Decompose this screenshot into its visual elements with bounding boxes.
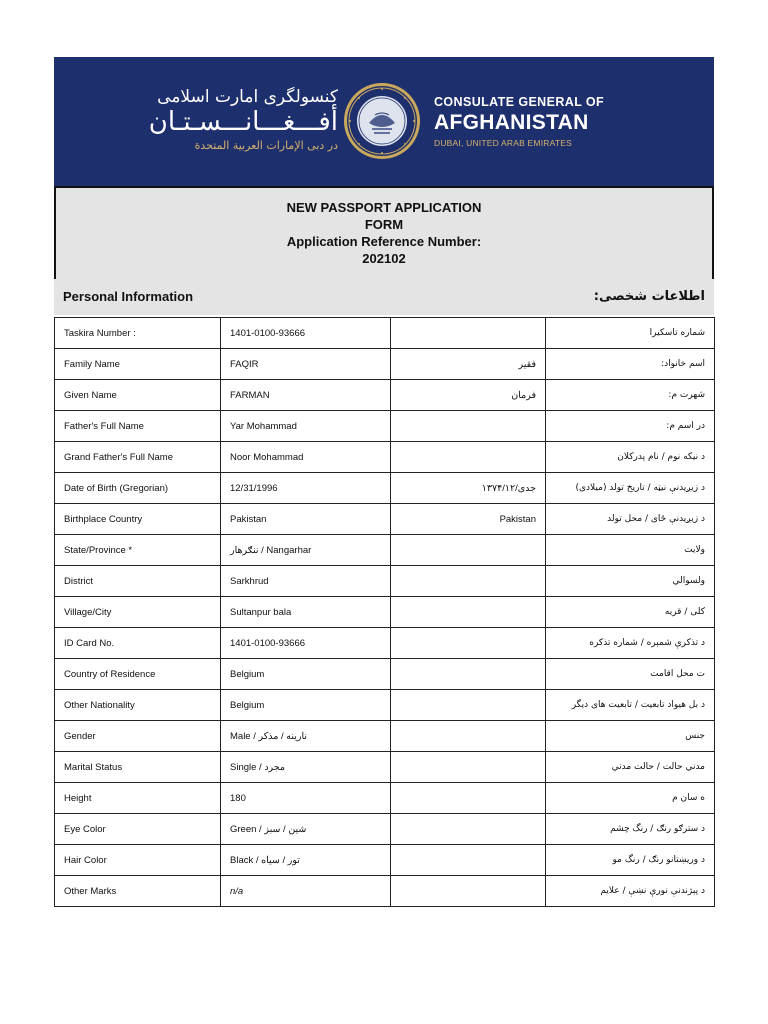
field-value-alt <box>391 566 546 597</box>
table-row <box>55 597 715 628</box>
field-value: FAQIR <box>221 349 391 380</box>
field-value-alt: جدی/۱۳۷۴/۱۲ <box>391 473 546 504</box>
section-title-arabic: اطلاعات شخصی: <box>593 289 705 304</box>
section-title-english: Personal Information <box>63 289 194 304</box>
field-value: Male / نارینه / مذکر <box>221 721 391 752</box>
field-value-alt <box>391 628 546 659</box>
table-row <box>55 442 715 473</box>
field-value-alt <box>391 845 546 876</box>
table-row <box>55 783 715 814</box>
field-label-local: د تذکرې شمېره / شماره تذکره <box>546 628 715 659</box>
field-value: FARMAN <box>221 380 391 411</box>
table-row <box>55 535 715 566</box>
english-name-line1: CONSULATE GENERAL OF <box>434 95 605 109</box>
field-label-local: در اسم م: <box>546 411 715 442</box>
field-label-local: د بل هیواد تابعیت / تابعیت های دیگر <box>546 690 715 721</box>
field-label: Grand Father's Full Name <box>55 442 221 473</box>
field-value: Single / مجرد <box>221 752 391 783</box>
english-consulate-name <box>434 95 604 148</box>
arabic-name-line1: کنسولگری امارت اسلامی <box>157 87 338 107</box>
table-row <box>55 845 715 876</box>
field-value: Noor Mohammad <box>221 442 391 473</box>
field-label: Hair Color <box>55 845 221 876</box>
field-label-local: شماره تاسکیرا <box>546 318 715 349</box>
field-label-local: مدني حالت / حالت مدني <box>546 752 715 783</box>
field-label: Given Name <box>55 380 221 411</box>
field-label-local: ولایت <box>546 535 715 566</box>
field-label-local: ه سان م <box>546 783 715 814</box>
field-value: 1401-0100-93666 <box>221 318 391 349</box>
field-label: Eye Color <box>55 814 221 845</box>
field-value: 1401-0100-93666 <box>221 628 391 659</box>
field-label-local: کلی / قریه <box>546 597 715 628</box>
arabic-name-line2: أفـــغـــانـــسـتـان <box>148 107 338 137</box>
table-row <box>55 690 715 721</box>
field-value-alt <box>391 783 546 814</box>
arabic-consulate-name <box>149 87 338 152</box>
field-value: Sarkhrud <box>221 566 391 597</box>
form-title-line3: Application Reference Number: <box>286 234 482 249</box>
field-value-alt <box>391 442 546 473</box>
table-row <box>55 380 715 411</box>
field-value: Green / شین / سبز <box>221 814 391 845</box>
table-row <box>55 411 715 442</box>
field-value-alt: فقیر <box>391 349 546 380</box>
table-row <box>55 566 715 597</box>
field-label: Birthplace Country <box>55 504 221 535</box>
field-label: Other Marks <box>55 876 221 907</box>
field-value: Belgium <box>221 659 391 690</box>
field-value-alt <box>391 318 546 349</box>
field-label: Marital Status <box>55 752 221 783</box>
field-label-local: ت محل اقامت <box>546 659 715 690</box>
field-label-local: ولسوالي <box>546 566 715 597</box>
field-value-alt <box>391 814 546 845</box>
field-label: District <box>55 566 221 597</box>
form-title-box <box>54 186 714 289</box>
table-row <box>55 318 715 349</box>
field-label: Taskira Number : <box>55 318 221 349</box>
arabic-name-line3: در دبی الإمارات العربیة المتحدة <box>194 139 338 152</box>
field-value-alt <box>391 659 546 690</box>
table-row <box>55 473 715 504</box>
field-label: Country of Residence <box>55 659 221 690</box>
field-value: Sultanpur bala <box>221 597 391 628</box>
table-row <box>55 814 715 845</box>
personal-info-table <box>54 317 715 907</box>
field-value: Black / تور / سیاه <box>221 845 391 876</box>
field-label: Village/City <box>55 597 221 628</box>
field-label-local: جنس <box>546 721 715 752</box>
table-row <box>55 504 715 535</box>
section-header-personal-info <box>54 279 714 315</box>
reference-number: 202102 <box>362 251 406 266</box>
table-row <box>55 349 715 380</box>
field-value-alt <box>391 597 546 628</box>
field-value-alt <box>391 721 546 752</box>
table-row <box>55 752 715 783</box>
field-value-alt <box>391 752 546 783</box>
field-label-local: د سترګو رنګ / رنگ چشم <box>546 814 715 845</box>
field-label: Height <box>55 783 221 814</box>
header-banner <box>54 57 714 186</box>
english-name-line2: AFGHANISTAN <box>434 111 589 134</box>
form-title-line1: NEW PASSPORT APPLICATION <box>286 200 482 215</box>
field-value-alt: فرمان <box>391 380 546 411</box>
field-value-alt <box>391 690 546 721</box>
field-label-local: اسم خانواد: <box>546 349 715 380</box>
field-label-local: شهرت م: <box>546 380 715 411</box>
field-value: 12/31/1996 <box>221 473 391 504</box>
field-label-local: د نیکه نوم / نام پدرکلان <box>546 442 715 473</box>
field-value: n/a <box>221 876 391 907</box>
field-label-local: د وریښتانو رنګ / رنگ مو <box>546 845 715 876</box>
field-label: Gender <box>55 721 221 752</box>
field-value-alt <box>391 411 546 442</box>
field-label-local: د زیږیدنې نیټه / تاریخ تولد (میلادی) <box>546 473 715 504</box>
field-value: 180 <box>221 783 391 814</box>
field-value: Belgium <box>221 690 391 721</box>
field-value-alt: Pakistan <box>391 504 546 535</box>
table-row <box>55 659 715 690</box>
field-value: ننګرهار / Nangarhar <box>221 535 391 566</box>
field-value: Yar Mohammad <box>221 411 391 442</box>
consulate-seal-icon <box>342 81 422 161</box>
english-name-line3: DUBAI, UNITED ARAB EMIRATES <box>434 138 572 148</box>
field-label: Other Nationality <box>55 690 221 721</box>
field-value-alt <box>391 535 546 566</box>
field-label-local: د پېژندنې نورې نښې / علایم <box>546 876 715 907</box>
field-value: Pakistan <box>221 504 391 535</box>
field-value-alt <box>391 876 546 907</box>
table-row <box>55 876 715 907</box>
field-label: ID Card No. <box>55 628 221 659</box>
field-label-local: د زیږیدنې ځای / محل تولد <box>546 504 715 535</box>
field-label: Family Name <box>55 349 221 380</box>
field-label: Father's Full Name <box>55 411 221 442</box>
form-title-line2: FORM <box>364 217 404 232</box>
field-label: Date of Birth (Gregorian) <box>55 473 221 504</box>
table-row <box>55 628 715 659</box>
table-row <box>55 721 715 752</box>
field-label: State/Province * <box>55 535 221 566</box>
